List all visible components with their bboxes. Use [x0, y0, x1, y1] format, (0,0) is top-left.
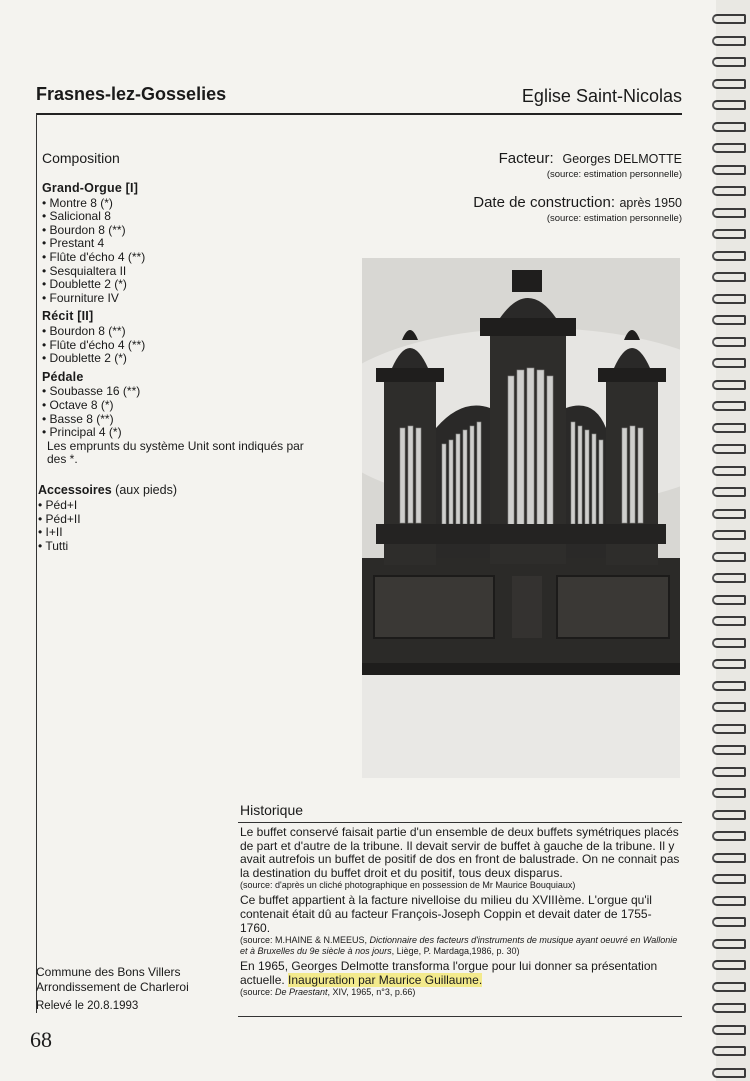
arrondissement-name: Arrondissement de Charleroi [36, 980, 189, 994]
division-heading: Grand-Orgue [I] [42, 181, 139, 195]
header-rule [36, 113, 682, 115]
stoplist [42, 182, 312, 467]
spiral-coil [712, 917, 746, 927]
commune-block [36, 965, 189, 995]
spiral-coil [712, 186, 746, 196]
spiral-coil [712, 745, 746, 755]
stop-item: • Salicional 8 [42, 209, 111, 224]
spiral-coil [712, 466, 746, 476]
date-block [473, 194, 682, 224]
spiral-coil [712, 982, 746, 992]
stop-item: • Soubasse 16 (**) [42, 384, 141, 399]
builder-source: (source: estimation personnelle) [546, 169, 682, 180]
history-text [240, 826, 680, 1001]
source-title: Dictionnaire des facteurs d'instruments de musique ayant oeuvré en Wallonie et à Bruxelles du 9e siècle à nos jours [240, 935, 678, 957]
unit-note: Les emprunts du système Unit sont indiqués par des *. [47, 438, 304, 467]
organ-photo [362, 258, 680, 778]
left-rule [36, 113, 37, 1013]
accessories-heading [38, 483, 177, 497]
accessory-item: • Tutti [38, 538, 69, 553]
spiral-coil [712, 272, 746, 282]
spiral-coil [712, 315, 746, 325]
division-heading: Récit [II] [42, 309, 94, 324]
spiral-coil [712, 165, 746, 175]
spiral-coil [712, 960, 746, 970]
bottom-rule [238, 1016, 682, 1017]
spiral-coil [712, 143, 746, 153]
history-paragraph [240, 960, 680, 987]
stop-item: • Doublette 2 (*) [42, 351, 127, 366]
organ-case-illustration [362, 258, 680, 778]
division-heading: Pédale [42, 369, 84, 384]
spiral-coil [712, 1046, 746, 1056]
spiral-coil [712, 423, 746, 433]
date-value: après 1950 [619, 196, 682, 210]
stop-item: • Basse 8 (**) [42, 411, 114, 426]
highlighted-inauguration: Inauguration par Maurice Guillaume. [288, 972, 483, 987]
spiral-coil [712, 14, 746, 24]
spiral-coil [712, 724, 746, 734]
source-title: De Praestant [275, 987, 328, 998]
builder-label: Facteur: [498, 150, 554, 167]
spiral-coil [712, 681, 746, 691]
spiral-binding [716, 0, 750, 1081]
spiral-coil [712, 294, 746, 304]
spiral-coil [712, 853, 746, 863]
spiral-coil [712, 659, 746, 669]
history-source: (source: d'après un cliché photographique en possession de Mr Maurice Bouquiaux) [240, 880, 576, 891]
date-label: Date de construction: [473, 194, 615, 211]
history-source [240, 935, 680, 957]
spiral-coil [712, 79, 746, 89]
spiral-coil [712, 1025, 746, 1035]
history-title: Historique [240, 802, 304, 818]
spiral-coil [712, 939, 746, 949]
accessory-item: • I+II [38, 525, 63, 540]
spiral-coil [712, 36, 746, 46]
history-paragraph: Ce buffet appartient à la facture nivelloise du milieu du XVIIIème. L'orgue qu'il contenait était dû au facteur François-Joseph Coppin et devait dater de 1755-1760. [240, 893, 652, 935]
stop-item: • Fourniture IV [42, 290, 119, 305]
spiral-coil [712, 595, 746, 605]
accessory-item: • Péd+II [38, 511, 81, 526]
stop-item: • Bourdon 8 (**) [42, 222, 126, 237]
spiral-coil [712, 810, 746, 820]
commune-name: Commune des Bons Villers [36, 965, 181, 979]
stop-item: • Montre 8 (*) [42, 195, 113, 210]
spiral-coil [712, 208, 746, 218]
spiral-coil [712, 896, 746, 906]
spiral-coil [712, 1003, 746, 1013]
accessory-item: • Péd+I [38, 498, 78, 512]
church-name: Eglise Saint-Nicolas [521, 86, 682, 106]
builder-value: Georges DELMOTTE [562, 152, 682, 166]
spiral-coil [712, 229, 746, 239]
spiral-coil [712, 100, 746, 110]
page-number: 68 [30, 1027, 52, 1052]
date-source: (source: estimation personnelle) [546, 213, 682, 224]
stop-item: • Flûte d'écho 4 (**) [42, 249, 146, 264]
spiral-coil [712, 573, 746, 583]
source-prefix: (source: [240, 987, 276, 998]
spiral-coil [712, 874, 746, 884]
stop-item: • Bourdon 8 (**) [42, 323, 126, 338]
spiral-coil [712, 530, 746, 540]
accessories-title: Accessoires [38, 483, 112, 497]
spiral-coil [712, 122, 746, 132]
spiral-coil [712, 702, 746, 712]
spiral-coil [712, 831, 746, 841]
spiral-coil [712, 788, 746, 798]
history-paragraph: Le buffet conservé faisait partie d'un ensemble de deux buffets symétriques placés de part et d'autre de la tribune. Il devait servir de buffet à gauche de la tribune. Il y avait autrefois un buffet de positif de dos en front de balustrade. On ne connait pas la destination du buffet droit et du positif, tous deux disparus. [240, 825, 680, 880]
source-suffix: , XIV, 1965, n°3, p.66) [327, 987, 416, 998]
spiral-coil [712, 487, 746, 497]
place-name: Frasnes-lez-Gosselies [36, 84, 227, 104]
builder-block [499, 150, 682, 180]
source-prefix: (source: M.HAINE & N.MEEUS, [240, 935, 370, 946]
spiral-coil [712, 57, 746, 67]
source-suffix: , Liège, P. Mardaga,1986, p. 30) [391, 946, 520, 957]
history-rule [238, 822, 682, 823]
spiral-coil [712, 638, 746, 648]
stop-item: • Principal 4 (*) [42, 425, 122, 440]
history-text-segment: En 1965, Georges Delmotte transforma l'orgue pour lui donner sa présentation actuelle. [240, 959, 658, 987]
spiral-coil [712, 251, 746, 261]
spiral-coil [712, 337, 746, 347]
accessories-subtitle: (aux pieds) [115, 483, 177, 497]
survey-date: Relevé le 20.8.1993 [36, 1000, 139, 1012]
accessories-list [38, 499, 81, 553]
stop-item: • Sesquialtera II [42, 263, 127, 278]
spiral-coil [712, 380, 746, 390]
spiral-coil [712, 616, 746, 626]
stop-item: • Prestant 4 [42, 236, 105, 251]
spiral-coil [712, 767, 746, 777]
composition-title: Composition [42, 150, 120, 166]
stop-item: • Octave 8 (*) [42, 397, 114, 412]
spiral-coil [712, 358, 746, 368]
spiral-coil [712, 1068, 746, 1078]
stop-item: • Doublette 2 (*) [42, 277, 127, 292]
spiral-coil [712, 401, 746, 411]
stop-item: • Flûte d'écho 4 (**) [42, 337, 146, 352]
spiral-coil [712, 444, 746, 454]
spiral-coil [712, 552, 746, 562]
spiral-coil [712, 509, 746, 519]
history-source [240, 987, 680, 998]
